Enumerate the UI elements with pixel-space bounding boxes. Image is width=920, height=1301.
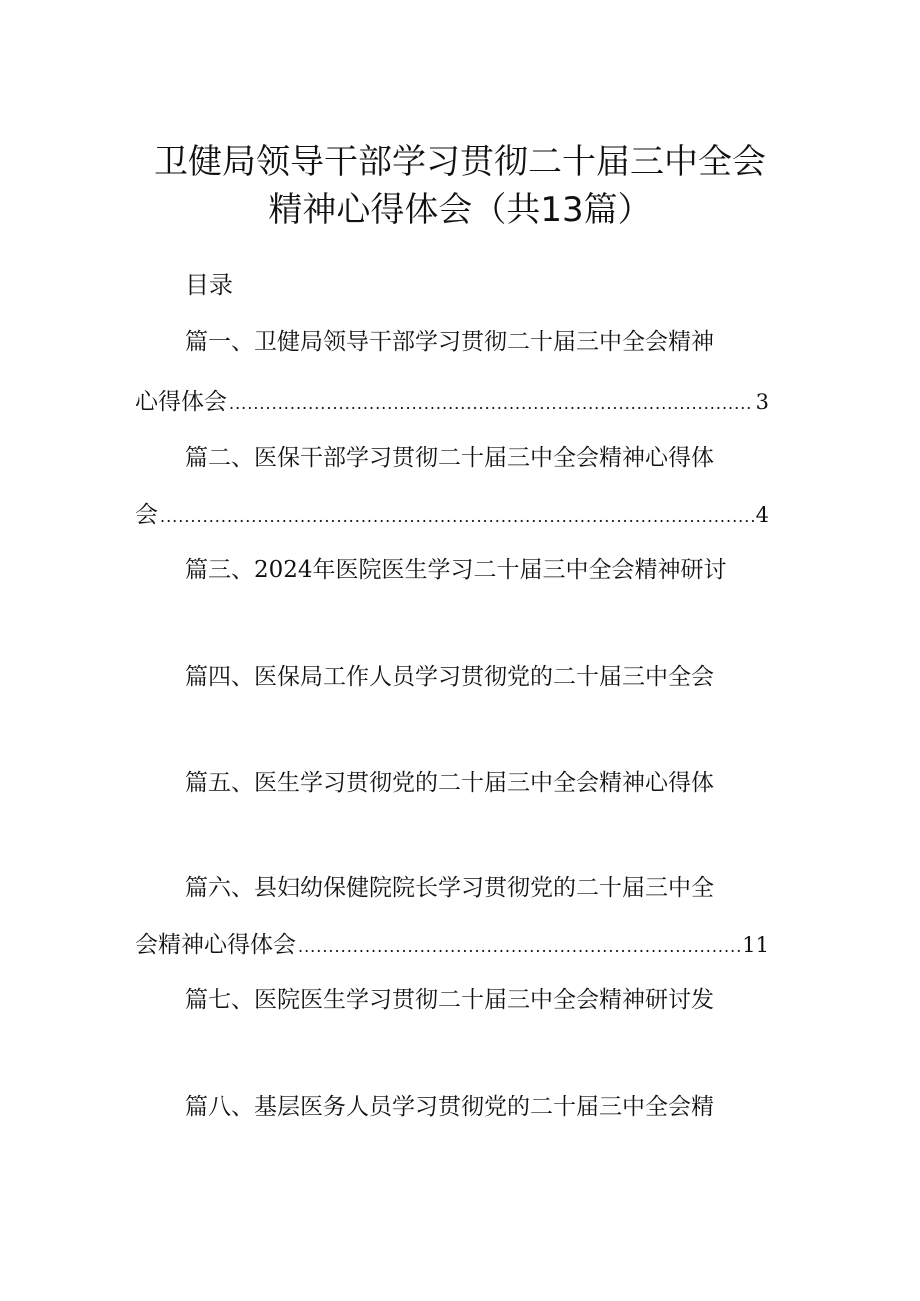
toc-heading: 目录: [185, 271, 233, 299]
toc-entry-6-line-2[interactable]: [135, 930, 769, 962]
toc-entry-2-line-1[interactable]: 篇二、医保干部学习贯彻二十届三中全会精神心得体: [185, 445, 714, 471]
toc-entry-2-page-number: 4: [755, 503, 769, 527]
toc-entry-3-prefix: 篇三、: [185, 557, 254, 583]
toc-dot-leader: [160, 502, 754, 532]
toc-entry-3-line-1[interactable]: [185, 555, 727, 585]
toc-entry-2-text: 会: [135, 502, 158, 528]
toc-entry-5-line-1[interactable]: 篇五、医生学习贯彻党的二十届三中全会精神心得体: [185, 770, 714, 796]
toc-entry-1-line-2[interactable]: [135, 387, 769, 419]
toc-entry-6-page-number: 11: [742, 933, 769, 957]
toc-dot-leader: [298, 932, 740, 962]
toc-dot-leader: [229, 389, 754, 419]
toc-entry-1-line-1[interactable]: 篇一、卫健局领导干部学习贯彻二十届三中全会精神: [185, 329, 714, 355]
toc-entry-3-rest: 年医院医生学习二十届三中全会精神研讨: [312, 557, 727, 583]
toc-entry-1-text: 心得体会: [135, 389, 227, 415]
document-title-line-2: 精神心得体会（共13篇）: [268, 190, 652, 230]
toc-entry-4-line-1[interactable]: 篇四、医保局工作人员学习贯彻党的二十届三中全会: [185, 664, 714, 690]
toc-entry-8-line-1[interactable]: 篇八、基层医务人员学习贯彻党的二十届三中全会精: [185, 1094, 714, 1120]
toc-entry-6-text: 会精神心得体会: [135, 932, 296, 958]
document-title-line-1: 卫健局领导干部学习贯彻二十届三中全会: [154, 142, 766, 182]
toc-entry-2-line-2[interactable]: [135, 500, 769, 532]
toc-entry-7-line-1[interactable]: 篇七、医院医生学习贯彻二十届三中全会精神研讨发: [185, 987, 714, 1013]
toc-entry-6-line-1[interactable]: 篇六、县妇幼保健院院长学习贯彻党的二十届三中全: [185, 875, 714, 901]
toc-entry-3-year: 2024: [254, 557, 313, 583]
toc-entry-1-page-number: 3: [755, 390, 769, 414]
